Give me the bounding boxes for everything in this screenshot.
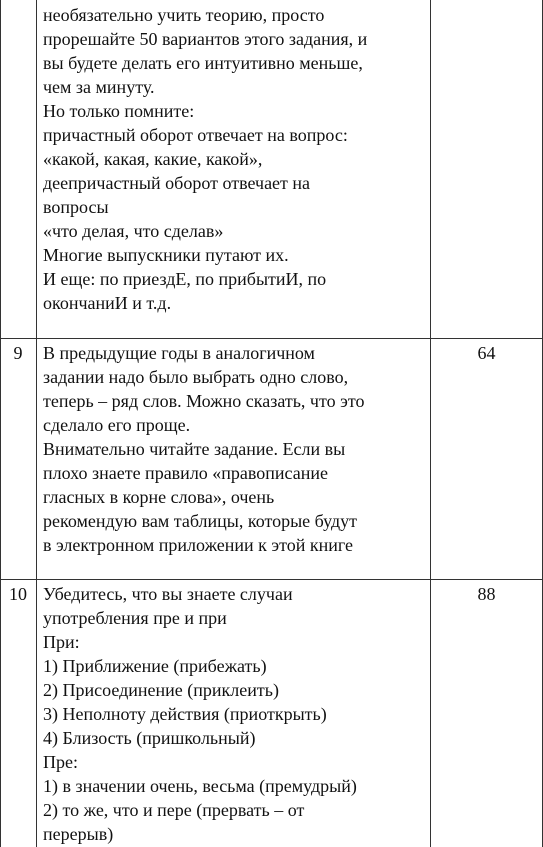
text-line: окончаниИ и т.д.	[43, 293, 172, 313]
text-line: вопросы	[43, 197, 109, 217]
text-line: Многие выпускники путают их.	[43, 245, 289, 265]
text-line: Но только помните:	[43, 101, 195, 121]
text-line: 1) Приближение (прибежать)	[43, 656, 267, 676]
row-text	[43, 582, 428, 846]
table-divider-score	[430, 0, 431, 847]
text-line: «какой, какая, какие, какой»,	[43, 149, 263, 169]
text-line: В предыдущие годы в аналогичном	[43, 343, 315, 363]
text-line: рекомендую вам таблицы, которые будут	[43, 511, 358, 531]
row-score: 88	[477, 584, 496, 604]
text-line: «что делая, что сделав»	[43, 221, 224, 241]
table-border-left	[0, 0, 1, 847]
text-line: 2) Присоединение (приклеить)	[43, 680, 279, 700]
text-line: Пре:	[43, 752, 78, 772]
text-line: перерыв)	[43, 824, 114, 844]
text-line: прорешайте 50 вариантов этого задания, и	[43, 29, 368, 49]
text-line: Внимательно читайте задание. Если вы	[43, 439, 346, 459]
text-line: задании надо было выбрать одно слово,	[43, 367, 349, 387]
text-line: вы будете делать его интуитивно меньше,	[43, 53, 363, 73]
text-line: 1) в значении очень, весьма (премудрый)	[43, 776, 357, 796]
row-number: 9	[13, 343, 23, 363]
row-divider-1	[0, 338, 543, 339]
text-line: При:	[43, 632, 80, 652]
text-line: теперь – ряд слов. Можно сказать, что это	[43, 391, 365, 411]
text-line: чем за минуту.	[43, 77, 155, 97]
text-line: 2) то же, что и пере (прервать – от	[43, 800, 305, 820]
text-line: причастный оборот отвечает на вопрос:	[43, 125, 348, 145]
row-number: 10	[9, 584, 27, 604]
text-line: необязательно учить теорию, просто	[43, 5, 325, 25]
text-line: 3) Неполноту действия (приоткрыть)	[43, 704, 327, 724]
table-divider-num	[36, 0, 37, 847]
text-line: в электронном приложении к этой книге	[43, 535, 354, 555]
text-line: гласных в корне слова», очень	[43, 487, 275, 507]
text-line: плохо знаете правило «правописание	[43, 463, 329, 483]
text-line: деепричастный оборот отвечает на	[43, 173, 311, 193]
text-line: 4) Близость (пришкольный)	[43, 728, 256, 748]
text-line: И еще: по приездЕ, по прибытиИ, по	[43, 269, 327, 289]
text-line: Убедитесь, что вы знаете случаи	[43, 584, 293, 604]
text-line: сделало его проще.	[43, 415, 191, 435]
row-text	[43, 3, 428, 315]
text-line: употребления пре и при	[43, 608, 227, 628]
row-text	[43, 341, 428, 557]
row-divider-2	[0, 579, 543, 580]
row-score: 64	[477, 343, 496, 363]
